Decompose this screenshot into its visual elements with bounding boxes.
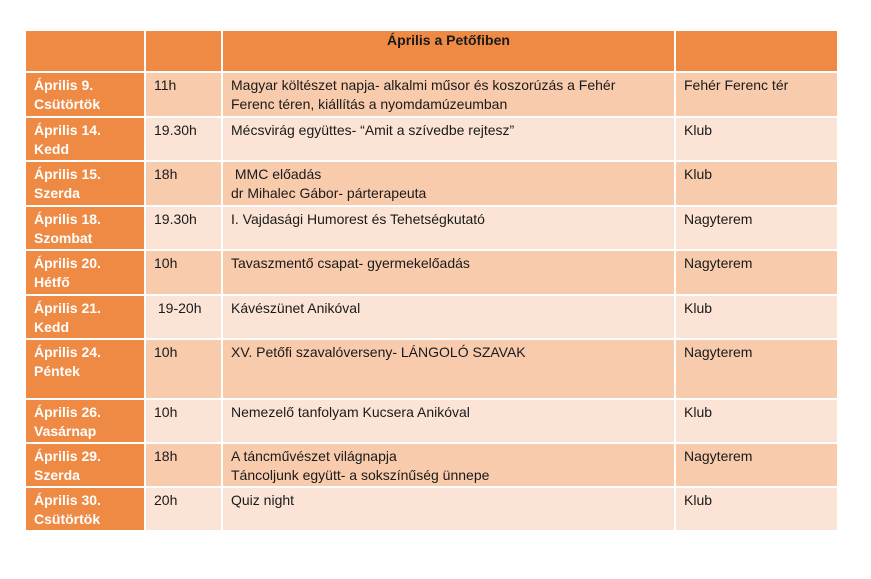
day-label: Kedd: [34, 319, 69, 335]
event-cell: [223, 488, 676, 532]
date-cell: [26, 488, 146, 532]
event-line: Magyar költészet napja- alkalmi műsor és koszorúzás a Fehér: [231, 77, 616, 93]
event-line: dr Mihalec Gábor- párterapeuta: [231, 185, 427, 201]
event-cell: [223, 296, 676, 340]
venue-cell: Nagyterem: [676, 444, 837, 488]
venue-cell: Klub: [676, 296, 837, 340]
event-line: Quiz night: [231, 492, 295, 508]
time-cell: 10h: [146, 340, 223, 400]
day-label: Szerda: [34, 185, 80, 201]
day-label: Szerda: [34, 467, 80, 483]
table-row: [26, 296, 837, 340]
day-label: Péntek: [34, 363, 80, 379]
date-cell: [26, 251, 146, 296]
time-cell: 18h: [146, 162, 223, 207]
event-line: A táncművészet világnapja: [231, 448, 397, 464]
venue-cell: Klub: [676, 400, 837, 444]
date-label: Április 18.: [34, 211, 101, 227]
event-line: I. Vajdasági Humorest és Tehetségkutató: [231, 211, 485, 227]
table-row: [26, 400, 837, 444]
event-cell: [223, 251, 676, 296]
event-cell: [223, 400, 676, 444]
event-line: MMC előadás: [231, 166, 322, 182]
time-cell: 10h: [146, 400, 223, 444]
date-label: Április 26.: [34, 404, 101, 420]
table-row: [26, 118, 837, 162]
date-cell: [26, 296, 146, 340]
event-line: Mécsvirág együttes- “Amit a szívedbe rejtesz”: [231, 122, 515, 138]
time-cell: 19-20h: [146, 296, 223, 340]
date-label: Április 14.: [34, 122, 101, 138]
day-label: Hétfő: [34, 274, 70, 290]
table-row: [26, 73, 837, 118]
event-line: Kávészünet Anikóval: [231, 300, 361, 316]
table-row: [26, 488, 837, 532]
event-cell: [223, 118, 676, 162]
venue-cell: Nagyterem: [676, 251, 837, 296]
table-row: [26, 162, 837, 207]
event-cell: [223, 340, 676, 400]
date-label: Április 9.: [34, 77, 94, 93]
date-cell: [26, 118, 146, 162]
table-title: Április a Petőfiben: [223, 31, 676, 73]
time-cell: 19.30h: [146, 207, 223, 251]
event-line: Táncoljunk együtt- a sokszínűség ünnepe: [231, 467, 490, 483]
date-cell: [26, 162, 146, 207]
program-table: [26, 31, 837, 532]
day-label: Csütörtök: [34, 511, 101, 527]
table-row: [26, 251, 837, 296]
date-cell: [26, 340, 146, 400]
day-label: Kedd: [34, 141, 69, 157]
time-cell: 19.30h: [146, 118, 223, 162]
venue-cell: Klub: [676, 162, 837, 207]
venue-cell: Klub: [676, 488, 837, 532]
venue-cell: Fehér Ferenc tér: [676, 73, 837, 118]
event-cell: [223, 444, 676, 488]
program-table-container: [26, 31, 837, 532]
event-line: Ferenc téren, kiállítás a nyomdamúzeumban: [231, 96, 508, 112]
date-label: Április 24.: [34, 344, 101, 360]
event-line: Nemezelő tanfolyam Kucsera Anikóval: [231, 404, 470, 420]
event-cell: [223, 207, 676, 251]
event-cell: [223, 162, 676, 207]
date-cell: [26, 73, 146, 118]
day-label: Csütörtök: [34, 96, 101, 112]
venue-cell: Nagyterem: [676, 207, 837, 251]
date-label: Április 30.: [34, 492, 101, 508]
date-label: Április 21.: [34, 300, 101, 316]
header-venue-cell: [676, 31, 837, 73]
date-cell: [26, 207, 146, 251]
date-label: Április 15.: [34, 166, 101, 182]
day-label: Szombat: [34, 230, 93, 246]
time-cell: 18h: [146, 444, 223, 488]
event-cell: [223, 73, 676, 118]
table-row: [26, 340, 837, 400]
date-cell: [26, 400, 146, 444]
table-header-row: [26, 31, 837, 73]
time-cell: 20h: [146, 488, 223, 532]
day-label: Vasárnap: [34, 423, 97, 439]
event-line: XV. Petőfi szavalóverseny- LÁNGOLÓ SZAVAK: [231, 344, 526, 360]
time-cell: 11h: [146, 73, 223, 118]
table-row: [26, 444, 837, 488]
header-time-cell: [146, 31, 223, 73]
time-cell: 10h: [146, 251, 223, 296]
header-date-cell: [26, 31, 146, 73]
date-label: Április 20.: [34, 255, 101, 271]
venue-cell: Nagyterem: [676, 340, 837, 400]
venue-cell: Klub: [676, 118, 837, 162]
date-cell: [26, 444, 146, 488]
table-row: [26, 207, 837, 251]
date-label: Április 29.: [34, 448, 101, 464]
event-line: Tavaszmentő csapat- gyermekelőadás: [231, 255, 470, 271]
